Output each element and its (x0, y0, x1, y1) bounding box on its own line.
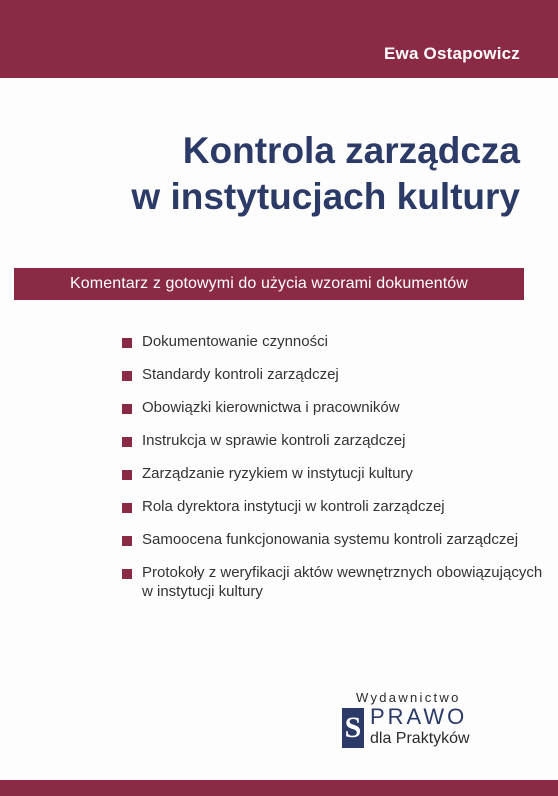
feature-text: Protokoły z weryfikacji aktów wewnętrznych obowiązujących w instytucji kultury (142, 564, 543, 600)
title-line-1: Kontrola zarządcza (182, 130, 520, 171)
top-band (0, 0, 558, 78)
book-subtitle: Komentarz z gotowymi do użycia wzorami dokumentów (70, 275, 468, 292)
title-line-2: w instytucjach kultury (131, 176, 520, 217)
list-item (122, 563, 552, 601)
list-item (122, 497, 552, 516)
author-name: Ewa Ostapowicz (383, 44, 520, 63)
square-bullet-icon (122, 536, 132, 546)
square-bullet-icon (122, 503, 132, 513)
feature-text: Zarządzanie ryzykiem w instytucji kultury (142, 465, 413, 482)
publisher-line-3: dla Praktyków (370, 730, 470, 747)
square-bullet-icon (122, 338, 132, 348)
list-item (122, 365, 552, 384)
list-item (122, 464, 552, 483)
square-bullet-icon (122, 371, 132, 381)
square-bullet-icon (122, 404, 132, 414)
square-bullet-icon (122, 437, 132, 447)
publisher-line-2: PRAWO (370, 704, 468, 729)
list-item (122, 431, 552, 450)
book-title (20, 128, 520, 220)
feature-text: Rola dyrektora instytucji w kontroli zarządczej (142, 498, 445, 515)
feature-list (122, 332, 552, 615)
feature-text: Obowiązki kierownictwa i pracowników (142, 399, 400, 416)
feature-text: Instrukcja w sprawie kontroli zarządczej (142, 432, 406, 449)
list-item (122, 398, 552, 417)
subtitle-bar (14, 268, 524, 300)
publisher-s-icon: S (342, 708, 364, 748)
feature-text: Samoocena funkcjonowania systemu kontroli zarządczej (142, 531, 519, 548)
publisher-line-1: Wydawnictwo (356, 690, 461, 705)
square-bullet-icon (122, 569, 132, 579)
publisher-logo (342, 690, 512, 752)
feature-text: Standardy kontroli zarządczej (142, 366, 339, 383)
bottom-band (0, 780, 558, 796)
square-bullet-icon (122, 470, 132, 480)
feature-text: Dokumentowanie czynności (142, 333, 328, 350)
list-item (122, 530, 552, 549)
list-item (122, 332, 552, 351)
